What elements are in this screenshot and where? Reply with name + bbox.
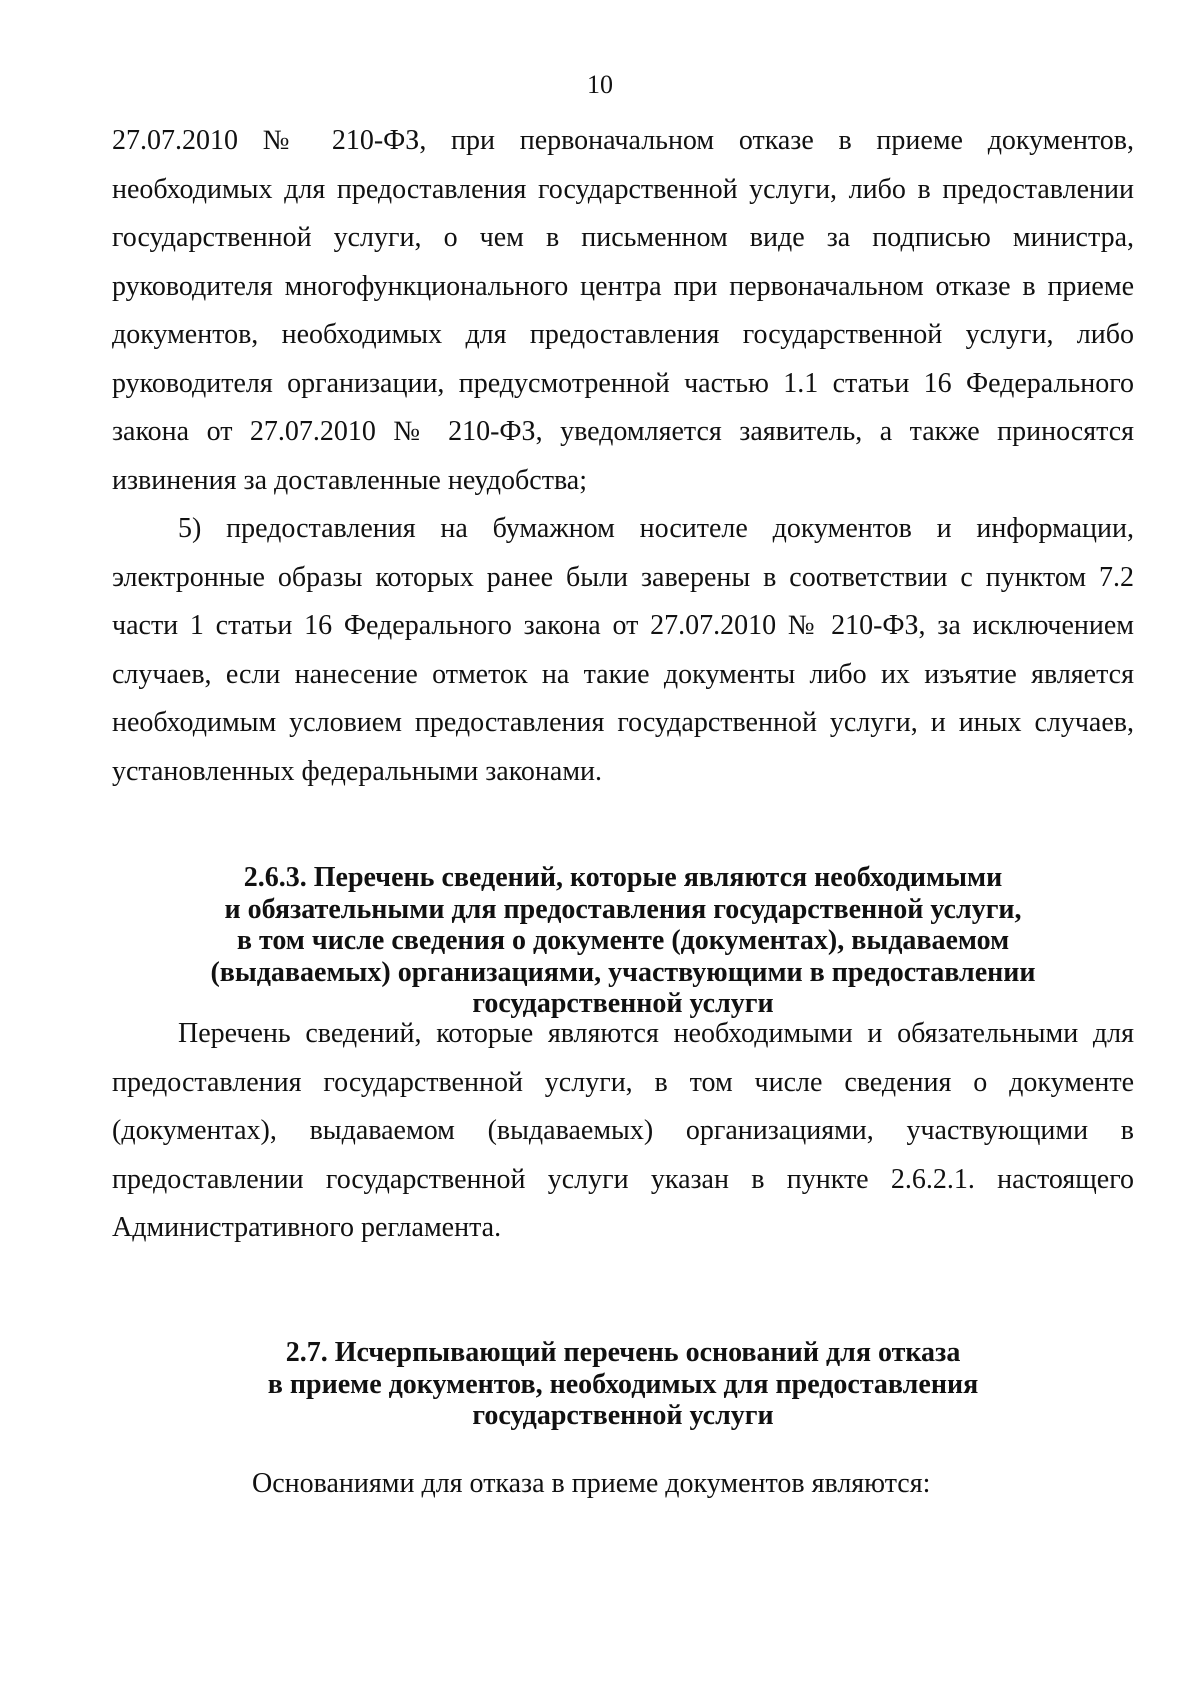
heading-line: (выдаваемых) организациями, участвующими в предоставлении: [210, 956, 1036, 988]
heading-line: государственной услуги: [472, 988, 774, 1019]
section-2-7-text: [112, 1464, 1134, 1504]
heading-line: и обязательными для предоставления государственной услуги,: [224, 893, 1022, 925]
section-heading-2-6-3: [112, 862, 1134, 1020]
heading-line: государственной услуги: [472, 1400, 774, 1431]
section-2-6-3-body: Перечень сведений, которые являются необходимыми и обязательными для предоставления государственной услуги, в том числе сведения о документе (документах), выдаваемом (выдаваемых) организациями, участвующими в предоставлении государственной услуги указан в пункте 2.6.2.1. настоящего Административного регламента.: [112, 1018, 1134, 1243]
paragraph-item-5: 5) предоставления на бумажном носителе документов и информации, электронные образы которых ранее были заверены в соответствии с пунктом 7.2 части 1 статьи 16 Федерального закона от 27.07.2010 № 210-ФЗ, за исключением случаев, если нанесение отметок на такие документы либо их изъятие является необходимым условием предоставления государственной услуги, и иных случаев, установленных федеральными законами.: [112, 513, 1134, 787]
heading-line: 2.7. Исчерпывающий перечень оснований для отказа: [285, 1337, 961, 1368]
heading-line: 2.6.3. Перечень сведений, которые являются необходимыми: [243, 862, 1003, 893]
heading-line: в приеме документов, необходимых для предоставления: [267, 1368, 979, 1400]
section-2-7-body: Основаниями для отказа в приеме документов являются:: [252, 1468, 931, 1499]
section-2-6-3-text: [112, 1010, 1134, 1253]
page-number: 10: [587, 70, 613, 99]
top-text-block: [112, 117, 1134, 796]
heading-line: в том числе сведения о документе (документах), выдаваемом: [236, 925, 1010, 956]
paragraph-continuation: 27.07.2010 № 210-ФЗ, при первоначальном отказе в приеме документов, необходимых для предоставления государственной услуги, либо в предоставлении государственной услуги, о чем в письменном виде за подписью министра, руководителя многофункционального центра при первоначальном отказе в приеме документов, необходимых для предоставления государственной услуги, либо руководителя организации, предусмотренной частью 1.1 статьи 16 Федерального закона от 27.07.2010 № 210-ФЗ, уведомляется заявитель, а также приносятся извинения за доставленные неудобства;: [112, 125, 1134, 496]
section-heading-2-7: [112, 1337, 1134, 1432]
